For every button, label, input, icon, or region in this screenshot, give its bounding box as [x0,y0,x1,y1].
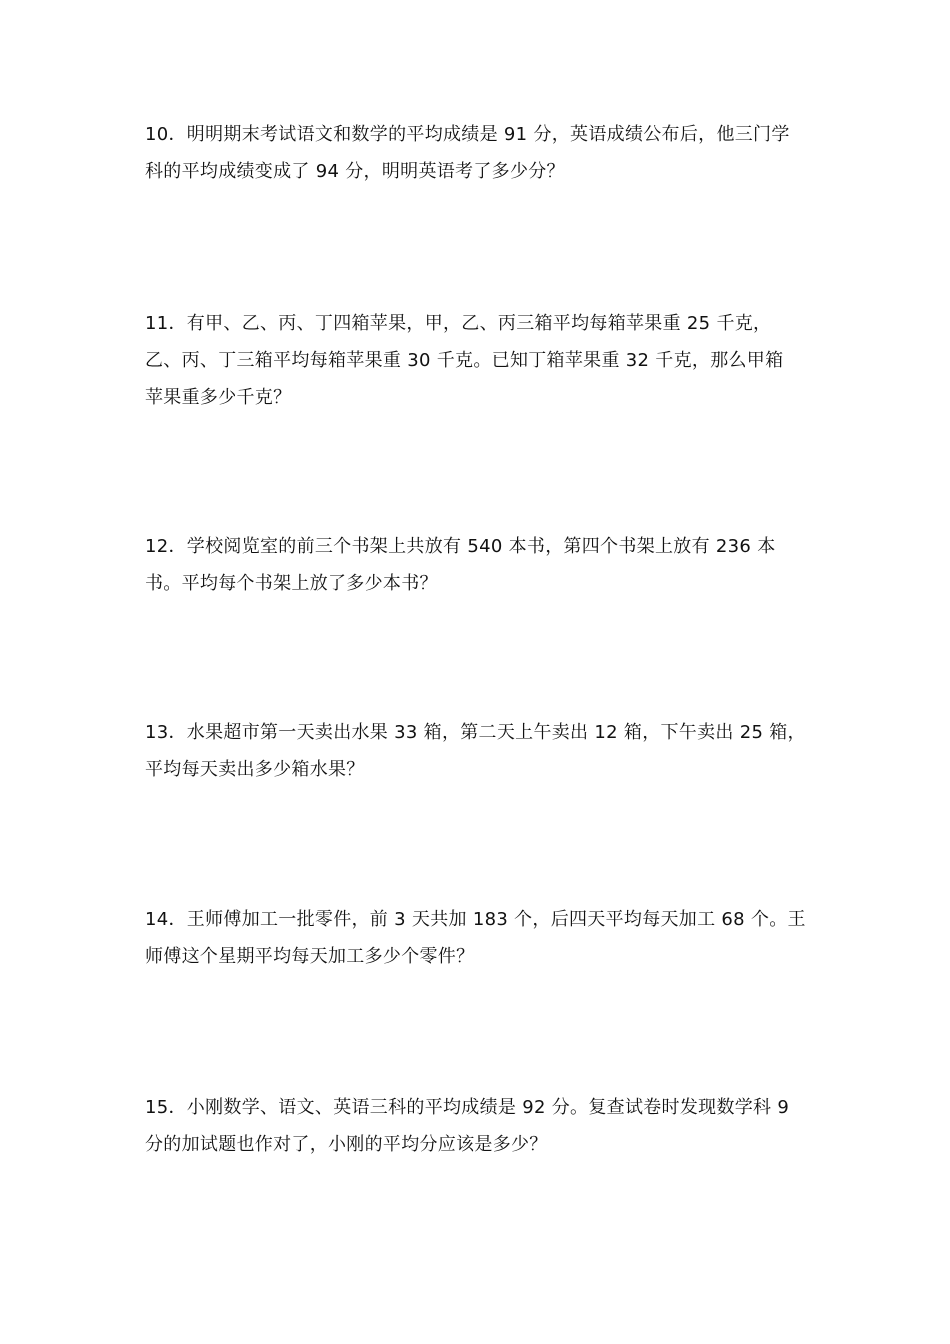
question-line: 苹果重多少千克？ [145,387,292,408]
question-line: 12．学校阅览室的前三个书架上共放有 540 本书，第四个书架上放有 236 本 [145,536,776,557]
question-15 [145,1089,810,1163]
question-14 [145,901,810,975]
question-line: 分的加试题也作对了，小刚的平均分应该是多少？ [145,1134,548,1155]
question-line: 平均每天卖出多少箱水果？ [145,759,365,780]
question-line: 师傅这个星期平均每天加工多少个零件？ [145,946,475,967]
question-line: 14．王师傅加工一批零件，前 3 天共加 183 个，后四天平均每天加工 68 个。王 [145,909,806,930]
question-line: 书。平均每个书架上放了多少本书？ [145,573,438,594]
question-line: 13．水果超市第一天卖出水果 33 箱，第二天上午卖出 12 箱，下午卖出 25 箱， [145,722,806,743]
question-line: 11．有甲、乙、丙、丁四箱苹果，甲，乙、丙三箱平均每箱苹果重 25 千克， [145,313,772,334]
question-line: 15．小刚数学、语文、英语三科的平均成绩是 92 分。复查试卷时发现数学科 9 [145,1097,790,1118]
question-line: 乙、丙、丁三箱平均每箱苹果重 30 千克。已知丁箱苹果重 32 千克，那么甲箱 [145,350,784,371]
question-13 [145,714,810,788]
question-line: 科的平均成绩变成了 94 分，明明英语考了多少分？ [145,161,565,182]
question-11 [145,305,810,416]
question-line: 10．明明期末考试语文和数学的平均成绩是 91 分，英语成绩公布后，他三门学 [145,124,790,145]
question-10 [145,116,810,190]
question-12 [145,528,810,602]
